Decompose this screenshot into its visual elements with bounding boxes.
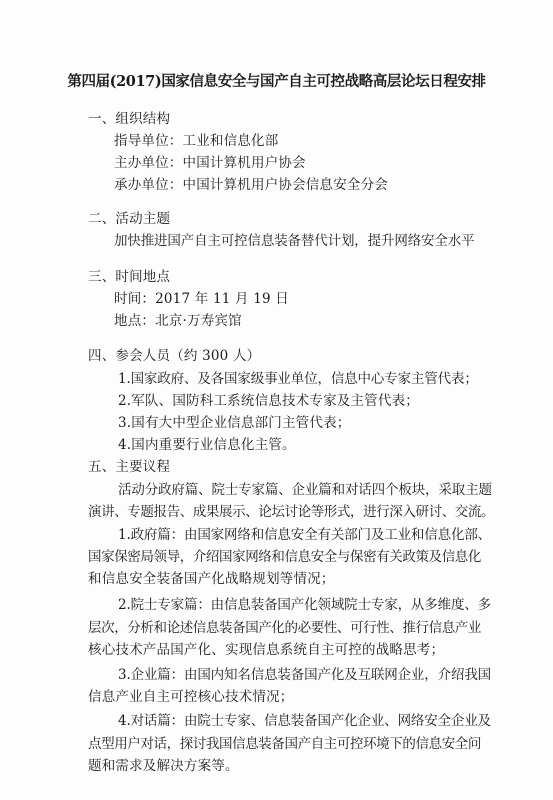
page-title: 第四届(2017)国家信息安全与国产自主可控战略高层论坛日程安排 bbox=[67, 73, 486, 90]
section-heading-time-place: 三、时间地点 bbox=[88, 269, 171, 285]
agenda-paragraph-line: 2.院士专家篇：由信息装备国产化领域院士专家，从多维度、多 bbox=[118, 597, 492, 613]
agenda-paragraph-line: 演讲、专题报告、成果展示、论坛讨论等形式，进行深入研讨、交流。 bbox=[88, 504, 495, 520]
attendee-item: 1.国家政府、及各国家级事业单位，信息中心专家主管代表； bbox=[118, 371, 478, 387]
section-heading-agenda: 五、主要议程 bbox=[88, 459, 171, 475]
agenda-paragraph-line: 活动分政府篇、院士专家篇、企业篇和对话四个板块，采取主题 bbox=[118, 482, 492, 498]
organizer-unit-line: 承办单位：中国计算机用户协会信息安全分会 bbox=[114, 177, 388, 193]
section-heading-organization: 一、组织结构 bbox=[88, 111, 171, 127]
theme-line: 加快推进国产自主可控信息装备替代计划，提升网络安全水平 bbox=[114, 233, 475, 249]
agenda-paragraph-line: 核心技术产品国产化、实现信息系统自主可控的战略思考； bbox=[88, 642, 445, 658]
agenda-paragraph-line: 和信息安全装备国产化战略规划等情况； bbox=[88, 571, 335, 587]
agenda-paragraph-line: 3.企业篇：由国内知名信息装备国产化及互联网企业，介绍我国 bbox=[118, 667, 492, 683]
place-line: 地点：北京·万寿宾馆 bbox=[114, 313, 242, 329]
host-unit-line: 主办单位：中国计算机用户协会 bbox=[114, 155, 306, 171]
agenda-paragraph-line: 国家保密局领导，介绍国家网络和信息安全与保密有关政策及信息化 bbox=[88, 549, 481, 565]
guiding-unit-line: 指导单位：工业和信息化部 bbox=[114, 133, 279, 149]
attendee-item: 4.国内重要行业信息化主管。 bbox=[118, 437, 296, 453]
section-heading-theme: 二、活动主题 bbox=[88, 211, 171, 227]
attendee-item: 2.军队、国防科工系统信息技术专家及主管代表； bbox=[118, 393, 419, 409]
attendee-item: 3.国有大中型企业信息部门主管代表； bbox=[118, 415, 351, 431]
agenda-paragraph-line: 点型用户对话，探讨我国信息装备国产自主可控环境下的信息安全问 bbox=[88, 736, 481, 752]
agenda-paragraph-line: 题和需求及解决方案等。 bbox=[88, 758, 239, 774]
agenda-paragraph-line: 信息产业自主可控核心技术情况； bbox=[88, 689, 294, 705]
time-line: 时间：2017 年 11 月 19 日 bbox=[114, 291, 289, 307]
agenda-paragraph-line: 层次，分析和论述信息装备国产化的必要性、可行性、推行信息产业 bbox=[88, 620, 481, 636]
agenda-paragraph-line: 1.政府篇：由国家网络和信息安全有关部门及工业和信息化部、 bbox=[118, 527, 492, 543]
section-heading-attendees: 四、参会人员（约 300 人） bbox=[88, 348, 261, 364]
agenda-paragraph-line: 4.对话篇：由院士专家、信息装备国产化企业、网络安全企业及 bbox=[118, 713, 492, 729]
